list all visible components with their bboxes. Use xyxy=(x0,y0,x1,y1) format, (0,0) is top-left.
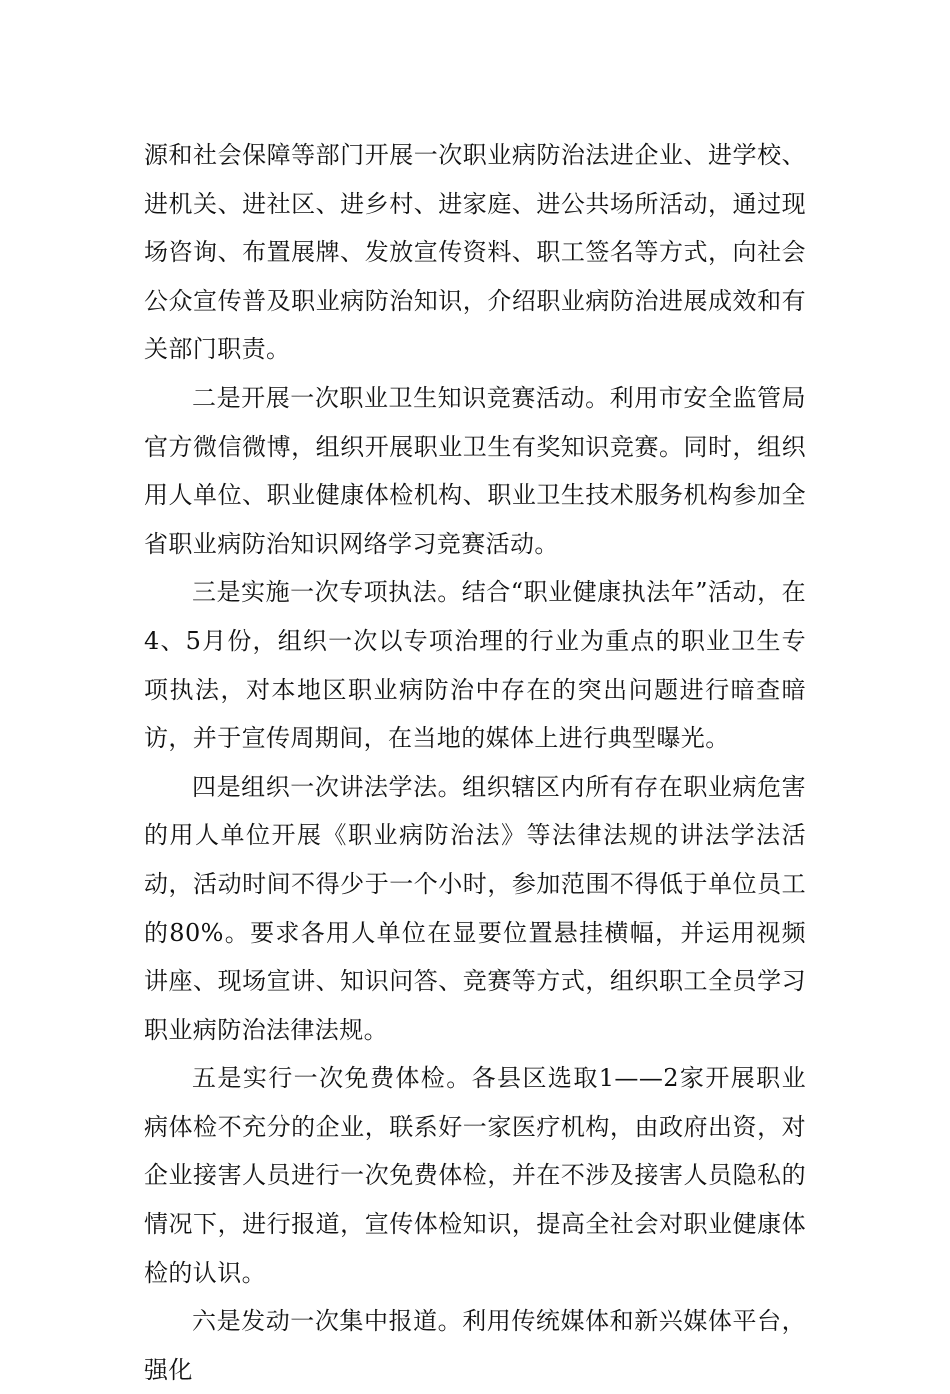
paragraph-item-2: 二是开展一次职业卫生知识竞赛活动。利用市安全监管局官方微信微博，组织开展职业卫生有奖知识竞赛。同时，组织用人单位、职业健康体检机构、职业卫生技术服务机构参加全省职业病防治知识网络学习竞赛活动。 xyxy=(144,383,806,558)
document-body xyxy=(144,131,806,1394)
paragraph-item-6: 六是发动一次集中报道。利用传统媒体和新兴媒体平台，强化 xyxy=(144,1307,806,1384)
paragraph-item-3: 三是实施一次专项执法。结合“职业健康执法年”活动，在4、5月份，组织一次以专项治理的行业为重点的职业卫生专项执法，对本地区职业病防治中存在的突出问题进行暗查暗访，并于宣传周期间，在当地的媒体上进行典型曝光。 xyxy=(144,578,806,753)
paragraph-item-4: 四是组织一次讲法学法。组织辖区内所有存在职业病危害的用人单位开展《职业病防治法》等法律法规的讲法学法活动，活动时间不得少于一个小时，参加范围不得低于单位员工的80%。要求各用人单位在显要位置悬挂横幅，并运用视频讲座、现场宣讲、知识问答、竞赛等方式，组织职工全员学习职业病防治法律法规。 xyxy=(144,772,806,1044)
paragraph-item-5: 五是实行一次免费体检。各县区选取1——2家开展职业病体检不充分的企业，联系好一家医疗机构，由政府出资，对企业接害人员进行一次免费体检，并在不涉及接害人员隐私的情况下，进行报道，宣传体检知识，提高全社会对职业健康体检的认识。 xyxy=(144,1064,806,1287)
paragraph-continuation: 源和社会保障等部门开展一次职业病防治法进企业、进学校、进机关、进社区、进乡村、进家庭、进公共场所活动，通过现场咨询、布置展牌、发放宣传资料、职工签名等方式，向社会公众宣传普及职业病防治知识，介绍职业病防治进展成效和有关部门职责。 xyxy=(144,141,806,364)
